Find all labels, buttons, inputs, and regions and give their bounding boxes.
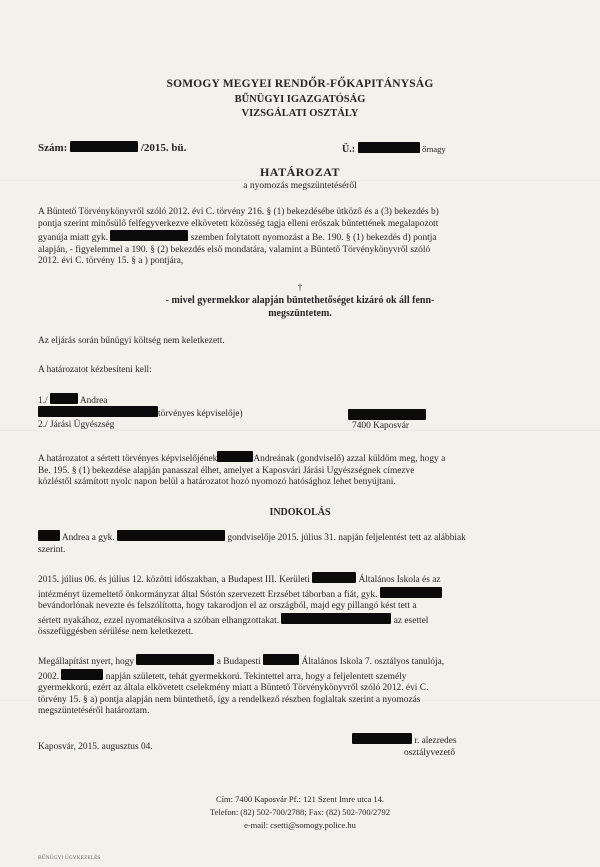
case-number-suffix: /2015. bü. <box>140 142 187 154</box>
redaction-block <box>281 613 391 624</box>
text-segment: Megállapítást nyert, hogy <box>38 657 135 667</box>
scan-artifact <box>0 180 600 181</box>
reasoning-paragraph-2 <box>38 572 566 639</box>
text-line <box>38 587 566 602</box>
redaction-block <box>352 733 412 744</box>
text-segment: Andrea a gyk. <box>61 533 115 543</box>
text-line: A Büntető Törvénykönyvről szóló 2012. évi C. törvény 216. § (1) bekezdésébe ütköző és a (3) bekezdés b) <box>38 207 439 217</box>
text-line <box>38 572 566 587</box>
footer-phone: Telefon: (82) 502-700/2788; Fax: (82) 502-700/2792 <box>209 807 390 817</box>
redaction-block <box>61 669 103 680</box>
text-segment: gondviselője 2015. július 31. napján feljelentést tett az alábbiak <box>227 533 466 543</box>
text-segment: napján született, tehát gyermekkorú. Tekintettel arra, hogy a feljelentett személy <box>105 671 407 682</box>
signature-rank-text: r. alezredes <box>414 736 457 746</box>
text-line <box>38 654 566 669</box>
redaction-block <box>312 572 356 583</box>
document-subtitle: a nyomozás megszüntetéséről <box>243 181 357 191</box>
text-line: közléstől számított nyolc napon belül a határozatot hozó nyomozó hatósághoz lehet benyújtani. <box>38 477 396 488</box>
text-segment: Általános Iskola és az <box>358 575 441 585</box>
redaction-block <box>38 530 60 541</box>
redaction-block <box>117 530 225 541</box>
scan-artifact <box>0 430 600 431</box>
reasoning-paragraph-1 <box>38 530 566 556</box>
text-line: megszüntetéséről határoztam. <box>38 706 150 717</box>
text-segment: 2015. július 06. és július 12. közötti időszakban, a Budapest III. Kerületi <box>38 575 310 585</box>
text-line: szerint. <box>38 544 66 555</box>
text-segment: gyanúja miatt gyk. <box>38 233 109 244</box>
text-line: gyermekkorú, ezért az általa elkövetett cselekmény miatt a Büntető Törvénykönyvről szóló 2012. évi C. <box>38 683 429 694</box>
org-name: SOMOGY MEGYEI RENDŐR-FŐKAPITÁNYSÁG <box>166 78 434 90</box>
text-segment: intézményt üzemeltető önkormányzat által Sóstón szervezett Erzsébet táborban a fiát, gyk. <box>38 589 378 600</box>
signature-title: osztályvezető <box>404 748 456 758</box>
delivery-item-name: Andrea <box>79 396 108 406</box>
document-title: HATÁROZAT <box>259 165 341 179</box>
text-line <box>38 613 566 628</box>
text-segment: Andreának (gondviselő) azzal küldöm meg, hogy a <box>253 454 446 464</box>
text-line: összefüggésben sérülése nem keletkezett. <box>38 627 194 638</box>
redaction-block <box>263 654 299 665</box>
redaction-block <box>50 393 78 404</box>
redaction-block <box>136 654 214 665</box>
delivery-item-role: törvényes képviselője) <box>158 409 243 419</box>
text-line <box>38 669 566 684</box>
delivery-item-1b <box>38 406 243 419</box>
delivery-item-1 <box>38 393 107 406</box>
reason-line-1: - mivel gyermekkor alapján büntethetőséget kizáró ok áll fenn- <box>165 295 435 306</box>
scan-artifact <box>0 700 600 701</box>
text-line: 2012. évi C. törvény 15. § a ) pontjára, <box>38 256 184 267</box>
text-segment: az esettel <box>393 615 429 626</box>
text-line: alapján, - figyelemmel a 190. § (2) bekezdés első mondatára, valamint a Büntető Törvénykönyvről szóló <box>38 244 431 255</box>
appeal-paragraph <box>38 451 566 489</box>
redaction-block <box>380 587 442 598</box>
footer-email: e-mail: csetti@somogy.police.hu <box>244 820 356 830</box>
officer-ref <box>342 142 446 155</box>
text-line: pontja szerint minősülő felfegyverkezve elkövetett közösség tagja elleni erőszak bűntettének megalapozott <box>38 218 439 229</box>
text-line: Be. 195. § (1) bekezdése alapján panasszal élhet, amelyet a Kaposvári Járási Ügyészségnek címezve <box>38 465 415 476</box>
officer-ref-label: Ü.: <box>342 144 356 155</box>
text-segment: Általános Iskola 7. osztályos tanulója, <box>301 657 445 667</box>
reason-line-2: megszüntetem. <box>268 308 332 319</box>
footer-bottom-text: BŰNÜGYI ÜGYKEZELÉS <box>38 855 101 861</box>
text-line <box>38 230 566 245</box>
text-segment: A határozatot a sértett törvényes képviselőjének <box>38 454 218 464</box>
text-segment: 2002. <box>38 671 60 682</box>
org-directorate: BŰNÜGYI IGAZGATÓSÁG <box>234 94 366 105</box>
case-number-label: Szám: <box>38 142 68 154</box>
delivery-item-2: 2./ Járási Ügyészség <box>38 420 115 430</box>
text-line: bevándorlónak nevezte és felszólította, hogy takarodjon el az országból, majd egy pillangó kést tett a <box>38 601 417 612</box>
footer-address: Cím: 7400 Kaposvár Pf.: 121 Szent Imre utca 14. <box>215 794 385 804</box>
dagger-mark: † <box>297 282 303 292</box>
text-line: törvény 15. § a) pontja alapján nem büntethető, így a rendelkező részben foglaltak szerint a nyomozás <box>38 694 421 705</box>
intro-paragraph <box>38 207 566 268</box>
delivery-label: A határozatot kézbesíteni kell: <box>38 365 152 375</box>
case-number <box>38 141 186 154</box>
redaction-block <box>110 230 188 241</box>
redaction-block <box>358 142 420 153</box>
reasoning-paragraph-3 <box>38 654 566 718</box>
delivery-item-2-city: 7400 Kaposvár <box>352 421 410 431</box>
cost-statement: Az eljárás során bűnügyi költség nem keletkezett. <box>38 336 225 346</box>
text-segment: sértett nyakához, ezzel nyomatékosítva a szóban elhangzottakat. <box>38 615 280 626</box>
text-line <box>38 530 566 545</box>
org-department: VIZSGÁLATI OSZTÁLY <box>241 108 359 119</box>
text-segment: szemben folytatott nyomozást a Be. 190. § (1) bekezdés d) pontja <box>190 233 437 244</box>
reasoning-heading: INDOKOLÁS <box>269 507 331 518</box>
redaction-block <box>70 141 138 152</box>
officer-rank: őrnagy <box>422 144 446 154</box>
text-segment: a Budapesti <box>216 657 261 667</box>
text-line <box>38 451 566 466</box>
redaction-block <box>38 406 158 417</box>
place-date: Kaposvár, 2015. augusztus 04. <box>38 742 153 752</box>
delivery-item-number: 1./ <box>38 396 48 406</box>
signature-rank <box>352 733 457 746</box>
redaction-block <box>217 451 253 462</box>
redaction-block <box>348 409 426 420</box>
